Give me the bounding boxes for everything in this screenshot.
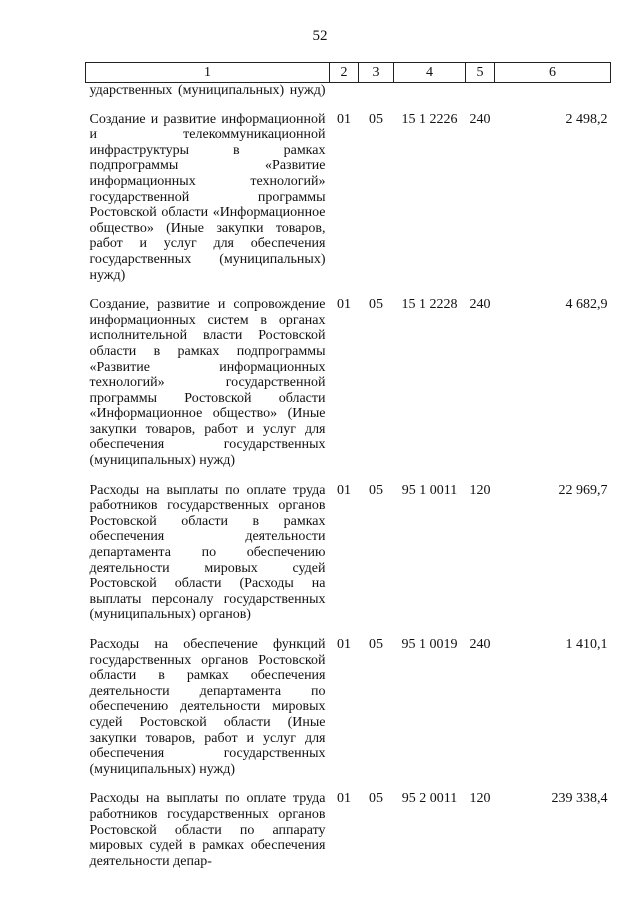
row-expense-type: 120	[469, 482, 491, 498]
table-row	[86, 778, 611, 870]
row-expense-type: 240	[469, 297, 491, 313]
table-header-row	[86, 63, 611, 83]
row-name: Расходы на выплаты по оплате труда работников государственных органов Ростовской области в рамках обеспечения деятельности департамента по обеспечению деятельности мировых судей Ростовской области (Расходы на выплаты персоналу государственных (муниципальных) органов)	[89, 482, 326, 623]
row-expense-type	[466, 83, 495, 99]
column-header-1: 1	[86, 63, 330, 83]
row-subsection: 05	[369, 637, 383, 652]
column-header-2: 2	[330, 63, 359, 83]
page-number: 52	[312, 28, 328, 44]
row-expense-type: 120	[469, 791, 491, 807]
row-amount: 4 682,9	[565, 297, 608, 313]
row-amount: 2 498,2	[565, 111, 608, 127]
row-target-code	[394, 83, 466, 99]
row-name: Создание, развитие и сопровождение информационных систем в органах исполнительной власти Ростовской области в рамках подпрограммы «Развитие информационных технологий» государственной программы Ростовской области «Информационное общество» (Иные закупки товаров, работ и услуг для обеспечения государственных (муниципальных) нужд)	[89, 297, 326, 469]
row-section: 01	[337, 111, 351, 127]
row-subsection	[359, 83, 394, 99]
row-target-code: 95 1 0019	[401, 637, 458, 652]
row-amount	[495, 83, 611, 99]
table-row	[86, 99, 611, 285]
table-row	[86, 624, 611, 778]
row-section: 01	[337, 482, 351, 498]
budget-table	[85, 62, 611, 870]
row-section: 01	[337, 791, 351, 807]
column-header-4: 4	[394, 63, 466, 83]
row-target-code: 15 1 2228	[401, 297, 458, 313]
row-amount: 22 969,7	[558, 482, 608, 498]
row-target-code: 15 1 2226	[401, 111, 458, 127]
row-amount: 1 410,1	[565, 637, 608, 652]
row-name: Создание и развитие информационной и телекоммуникационной инфраструктуры в рамках подпрограммы «Развитие информационных технологий» государственной программы Ростовской области «Информационное общество» (Иные закупки товаров, работ и услуг для обеспечения государственных (муниципальных) нужд)	[89, 111, 326, 283]
row-name: Расходы на обеспечение функций государственных органов Ростовской области в рамках обеспечения деятельности департамента по обеспечению деятельности мировых судей Ростовской области (Иные закупки товаров, работ и услуг для обеспечения государственных (муниципальных) нужд)	[89, 637, 326, 777]
table-row	[86, 470, 611, 624]
row-amount: 239 338,4	[551, 791, 608, 807]
row-target-code: 95 1 0011	[401, 482, 458, 498]
row-expense-type: 240	[469, 637, 491, 652]
row-subsection: 05	[369, 111, 383, 127]
column-header-5: 5	[466, 63, 495, 83]
table-row	[86, 284, 611, 470]
row-section: 01	[337, 297, 351, 313]
row-target-code: 95 2 0011	[401, 791, 458, 807]
table-row	[86, 83, 611, 99]
row-subsection: 05	[369, 297, 383, 313]
row-name: Расходы на выплаты по оплате труда работников государственных органов Ростовской области по аппарату мировых судей в рамках обеспечения деятельности депар-	[89, 791, 326, 869]
row-expense-type: 240	[469, 111, 491, 127]
row-subsection: 05	[369, 791, 383, 807]
column-header-6: 6	[495, 63, 611, 83]
column-header-3: 3	[359, 63, 394, 83]
row-subsection: 05	[369, 482, 383, 498]
row-section: 01	[337, 637, 351, 652]
row-section	[330, 83, 359, 99]
row-name: ударственных (муниципальных) нужд)	[89, 83, 326, 98]
